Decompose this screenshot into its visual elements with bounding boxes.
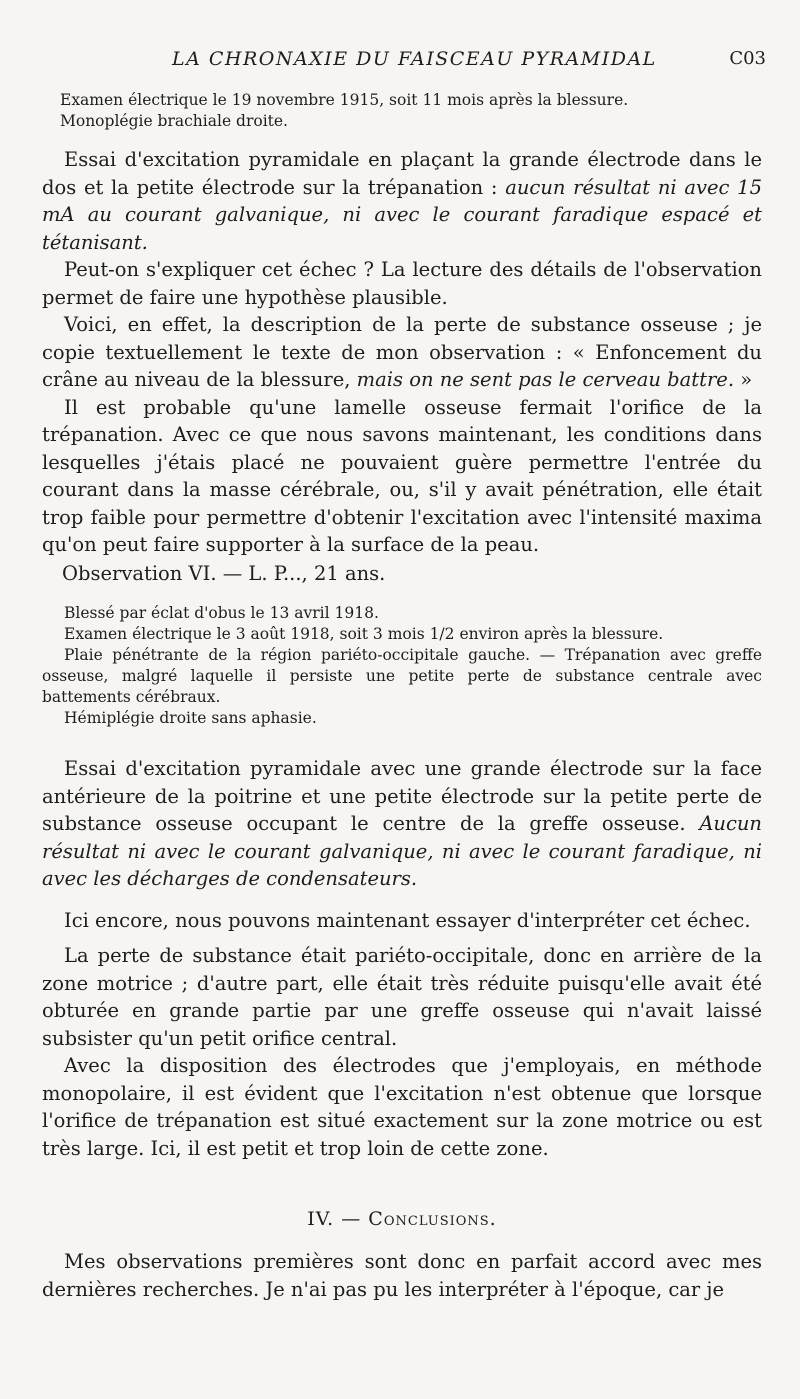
exam-line-2: Monoplégie brachiale droite.: [60, 112, 288, 130]
p3-text: Voici, en effet, la description de la perte de substance osseuse ; je copie textuellement le texte de mon observation : « Enfoncement du crâne au niveau de la blessure,: [42, 313, 762, 391]
observation-notes: [42, 603, 762, 729]
running-head: [42, 48, 766, 78]
section-title: Conclusions.: [368, 1208, 497, 1230]
obs-line-4: Hémiplégie droite sans aphasie.: [64, 709, 317, 727]
section-heading: [42, 1208, 762, 1230]
p3-italic: mais on ne sent pas le cerveau battre.: [356, 368, 735, 391]
obs-line-3: Plaie pénétrante de la région pariéto-occipitale gauche. — Trépanation avec greffe osseuse, malgré laquelle il persiste une petite perte de substance centrale avec battements cérébraux.: [42, 646, 762, 706]
observation-heading: Observation VI. — L. P..., 21 ans.: [62, 562, 386, 585]
exam-line-1: Examen électrique le 19 novembre 1915, soit 11 mois après la blessure.: [60, 91, 629, 109]
text-block-1: [42, 146, 762, 559]
obs-line-1: Blessé par éclat d'obus le 13 avril 1918.: [64, 604, 379, 622]
section-number: IV. —: [307, 1208, 369, 1230]
paragraph: Avec la disposition des électrodes que j'employais, en méthode monopolaire, il est évident que l'excitation n'est obtenue que lorsque l'orifice de trépanation est situé exactement sur la zone motrice ou est très large. Ici, il est petit et trop loin de cette zone.: [42, 1054, 762, 1160]
paragraph: [42, 311, 762, 394]
p5-italic: Aucun résultat ni avec le courant galvanique, ni avec le courant faradique, ni avec les décharges de condensateurs.: [42, 812, 762, 890]
observation-vi: [62, 562, 752, 585]
paragraph: La perte de substance était pariéto-occipitale, donc en arrière de la zone motrice ; d'autre part, elle était très réduite puisqu'elle avait été obturée en grande partie par une greffe osseuse qui n'avait laissé subsister qu'un petit orifice central.: [42, 944, 762, 1050]
paragraph: Mes observations premières sont donc en parfait accord avec mes dernières recherches. Je n'ai pas pu les interpréter à l'époque, car je: [42, 1250, 762, 1301]
text-block-3: [42, 1248, 762, 1303]
paragraph: Peut-on s'expliquer cet échec ? La lecture des détails de l'observation permet de faire une hypothèse plausible.: [42, 258, 762, 309]
p3-close: »: [734, 368, 753, 391]
running-title: LA CHRONAXIE DU FAISCEAU PYRAMIDAL: [172, 48, 657, 70]
exam-note: [60, 90, 760, 132]
obs-line-2: Examen électrique le 3 août 1918, soit 3 mois 1/2 environ après la blessure.: [64, 625, 664, 643]
page-number: C03: [729, 48, 766, 69]
paragraph: [42, 755, 762, 893]
p1-text: Essai d'excitation pyramidale en plaçant la grande électrode dans le dos et la petite électrode sur la trépanation :: [42, 148, 762, 199]
paragraph: [42, 146, 762, 256]
paragraph: Ici encore, nous pouvons maintenant essayer d'interpréter cet échec.: [64, 908, 751, 932]
paragraph: Il est probable qu'une lamelle osseuse fermait l'orifice de la trépanation. Avec ce que nous savons maintenant, les conditions dans lesquelles j'étais placé ne pouvaient guère permettre l'entrée du courant dans la masse cérébrale, ou, s'il y avait pénétration, elle était trop faible pour permettre d'obtenir l'excitation avec l'intensité maxima qu'on peut faire supporter à la surface de la peau.: [42, 395, 762, 556]
p5-text: Essai d'excitation pyramidale avec une grande électrode sur la face antérieure de la poitrine et une petite électrode sur la petite perte de substance osseuse occupant le centre de la greffe osseuse.: [42, 757, 762, 835]
p1-italic: aucun résultat ni avec 15 mA au courant galvanique, ni avec le courant faradique espacé et tétanisant.: [42, 175, 762, 254]
text-block-2: [42, 755, 762, 1162]
